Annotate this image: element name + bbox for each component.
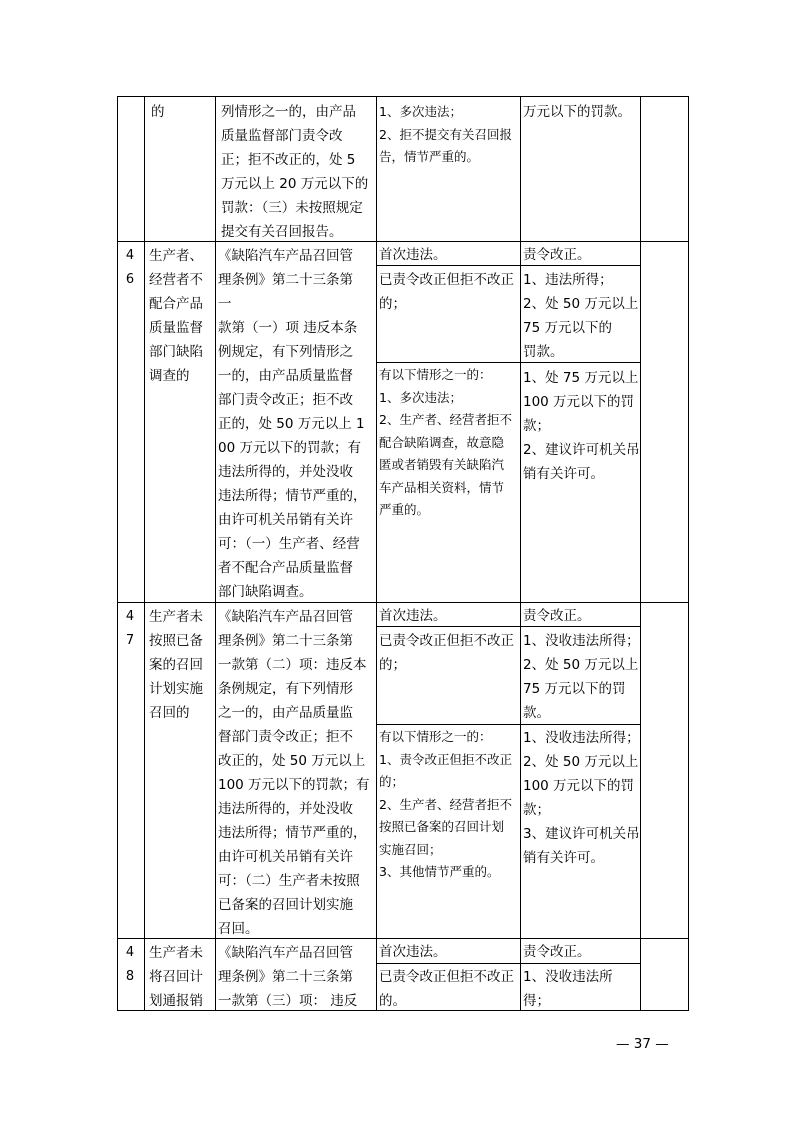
table-border-col3 <box>376 96 377 1011</box>
row-48-situation-1: 首次违法。 <box>379 944 447 960</box>
page-number: — 37 — <box>616 1036 669 1052</box>
row-48-number: 4 8 <box>125 945 135 984</box>
row-47-penalty-1: 责令改正。 <box>523 608 591 624</box>
row-47-number: 4 7 <box>125 609 135 648</box>
table-border-col1 <box>144 96 145 1011</box>
cont-penalty: 万元以下的罚款。 <box>523 104 631 120</box>
row-46-subject: 生产者、 经营者不 配合产品 质量监督 部门缺陷 调查的 <box>149 248 203 384</box>
row-47-situation-3: 有以下情形之一的： 1、责令改正但拒不改正 的； 2、生产者、经营者拒不 按照已备案的召回计划 实施召回； 3、其他情节严重的。 <box>379 729 512 879</box>
table-border-col5 <box>640 96 641 1011</box>
row-46-number: 4 6 <box>125 248 135 287</box>
row-46-penalty-2: 1、违法所得； 2、处 50 万元以上 75 万元以下的 罚款。 <box>523 272 639 360</box>
row-46-penalty-3: 1、处 75 万元以上 100 万元以下的罚 款； 2、建议许可机关吊 销有关许可。 <box>523 370 640 482</box>
row-48-penalty-1: 责令改正。 <box>523 944 591 960</box>
table-border-col2 <box>215 96 216 1011</box>
row-48-penalty-2: 1、没收违法所 得； <box>523 969 613 1009</box>
row-48-situation-2: 已责令改正但拒不改正 的。 <box>379 969 514 1009</box>
cont-situation: 1、多次违法； 2、拒不提交有关召回报 告，情节严重的。 <box>379 104 512 164</box>
row-47-penalty-3: 1、没收违法所得； 2、处 50 万元以上 100 万元以下的罚 款； 3、建议许可机关吊 销有关许可。 <box>523 730 640 866</box>
row-47-situation-2: 已责令改正但拒不改正 的； <box>379 633 514 673</box>
row-46-situation-1: 首次违法。 <box>379 247 447 263</box>
table-border-left <box>117 96 118 1011</box>
row-47-subject: 生产者未 按照已备 案的召回 计划实施 召回的 <box>149 609 203 721</box>
row-divider-47 <box>117 602 689 603</box>
row-46-situation-3: 有以下情形之一的： 1、多次违法； 2、生产者、经营者拒不 配合缺陷调查，故意隐 匿或者销毁有关缺陷汽 车产品相关资料，情节 严重的。 <box>379 367 512 517</box>
row-48-basis: 《缺陷汽车产品召回管 理条例》第二十三条第 一款第（三）项： 违反 <box>218 945 358 1009</box>
row-47-basis: 《缺陷汽车产品召回管 理条例》第二十三条第 一款第（二）项：违反本 条例规定，有下列情形 之一的，由产品质量监 督部门责令改正；拒不 改正的，处 50 万元以上 100 万元以下的罚款；有 违法所得的，并处没收 违法所得；情节严重的， 由许可机关吊销有关许 可：（二）生产者未按照 已备案的召回计划实施 召回。 <box>218 609 370 937</box>
row-47-situation-1: 首次违法。 <box>379 608 447 624</box>
row-46-penalty-1: 责令改正。 <box>523 247 591 263</box>
cont-subject: 的 <box>151 104 165 120</box>
cont-basis: 列情形之一的，由产品 质量监督部门责令改 正；拒不改正的，处 5 万元以上 20 万元以下的 罚款：（三）未按照规定 提交有关召回报告。 <box>221 104 369 240</box>
table-border-top <box>117 96 689 97</box>
table-border-right <box>688 96 689 1011</box>
row-47-penalty-2: 1、没收违法所得； 2、处 50 万元以上 75 万元以下的罚 款。 <box>523 633 640 721</box>
row-48-subject: 生产者未 将召回计 划通报销 <box>149 945 203 1009</box>
row-46-situation-2: 已责令改正但拒不改正 的； <box>379 272 514 312</box>
table-border-col4 <box>520 96 521 1011</box>
row-divider-46 <box>117 241 689 242</box>
row-46-basis: 《缺陷汽车产品召回管 理条例》第二十三条第 一 款第（一）项 违反本条 例规定，有下列情形之 一的，由产品质量监督 部门责令改正；拒不改 正的，处 50 万元以上 1 00 万元以下的罚款；有 违法所得的，并处没收 违法所得；情节严重的， 由许可机关吊销有关许 可：（一）生产者、经营 者不配合产品质量监督 部门缺陷调查。 <box>218 248 367 600</box>
row-divider-48 <box>117 938 689 939</box>
